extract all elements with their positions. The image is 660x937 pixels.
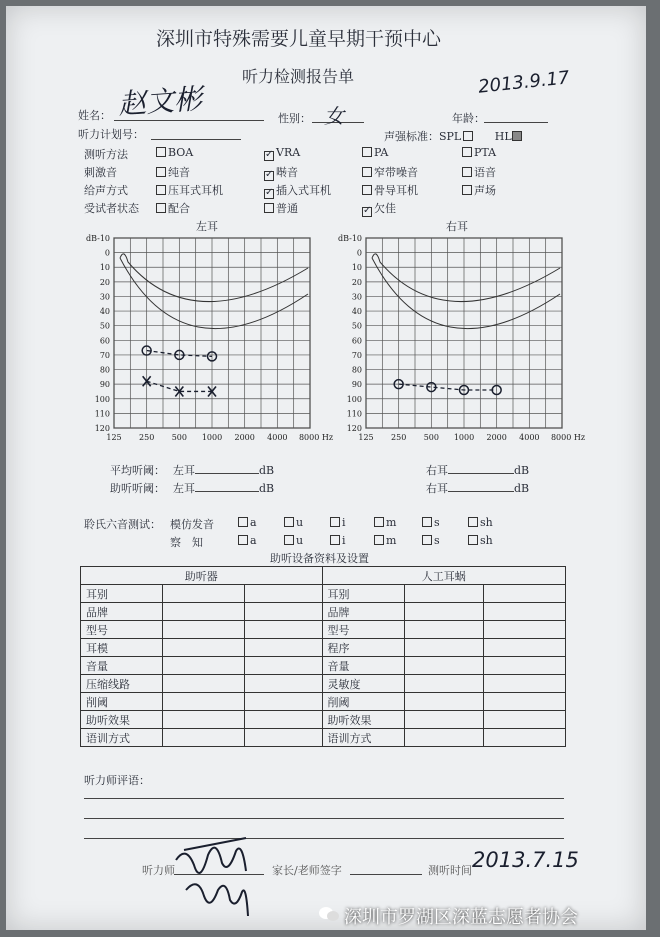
name-label: 姓名： xyxy=(78,109,111,122)
ling-sound-option[interactable] xyxy=(468,516,493,529)
option-label: 骨导耳机 xyxy=(374,184,418,197)
option-label: 纯音 xyxy=(168,166,190,179)
cochlear-implant-header: 人工耳蜗 xyxy=(322,567,565,585)
device-table-row xyxy=(81,711,566,729)
test-row-label: 受试者状态 xyxy=(84,202,139,215)
y-tick-label: 80 xyxy=(351,365,362,375)
device-field-value[interactable] xyxy=(484,729,566,747)
ling-checkbox[interactable] xyxy=(238,517,248,527)
x-tick-label: 1000 xyxy=(201,433,223,442)
option-label: 窄带噪音 xyxy=(374,166,418,179)
ling-checkbox[interactable] xyxy=(374,535,384,545)
speech-banana-lower xyxy=(372,258,560,329)
y-tick-label: 60 xyxy=(351,336,362,346)
device-field-label: 型号 xyxy=(322,621,404,639)
option-checkbox[interactable] xyxy=(264,203,274,213)
ling-checkbox[interactable] xyxy=(238,535,248,545)
device-field-value[interactable] xyxy=(163,693,244,711)
device-field-value[interactable] xyxy=(484,657,566,675)
device-field-label: 品牌 xyxy=(81,603,163,621)
device-field-value[interactable] xyxy=(404,585,484,603)
device-field-value[interactable] xyxy=(484,585,566,603)
test-option[interactable] xyxy=(362,164,418,180)
device-field-label: 削阈 xyxy=(81,693,163,711)
y-tick-label: 40 xyxy=(351,307,362,317)
option-checkbox[interactable] xyxy=(156,203,166,213)
option-checkbox[interactable] xyxy=(362,167,372,177)
option-checkbox[interactable] xyxy=(362,185,372,195)
ling-checkbox[interactable] xyxy=(374,517,384,527)
option-checkbox[interactable]: ✓ xyxy=(265,169,274,180)
test-option[interactable] xyxy=(156,182,223,198)
ling-sound-label: s xyxy=(434,516,440,529)
x-tick-label: 4000 xyxy=(267,433,288,442)
device-field-value[interactable] xyxy=(404,729,484,747)
avg-threshold-left: 平均听阈： 左耳 dB xyxy=(110,464,275,477)
ling-sound-option[interactable] xyxy=(284,534,303,547)
ling-row-imitate: 模仿发音 xyxy=(170,518,214,531)
y-tick-label: 120 xyxy=(94,424,110,433)
plan-label: 听力计划号： xyxy=(78,128,144,141)
device-table-row xyxy=(81,675,566,693)
option-checkbox[interactable] xyxy=(462,185,472,195)
option-checkbox[interactable]: ✓ xyxy=(265,187,274,198)
device-field-value[interactable] xyxy=(404,711,484,729)
device-field-value[interactable] xyxy=(163,675,244,693)
handwritten-date: 2013.9.17 xyxy=(477,67,571,98)
y-tick-label: 10 xyxy=(99,263,110,273)
speech-banana-upper xyxy=(372,254,560,302)
comment-line-3 xyxy=(84,838,564,839)
option-label: 啭音 xyxy=(276,166,298,179)
test-option[interactable] xyxy=(462,164,496,180)
age-underline xyxy=(484,122,548,123)
y-tick-label: 20 xyxy=(351,277,362,287)
x-tick-label: 250 xyxy=(139,433,155,442)
gender-label: 性别： xyxy=(278,112,311,125)
device-field-value[interactable] xyxy=(404,603,484,621)
y-tick-label: 50 xyxy=(99,321,110,331)
option-label: 语音 xyxy=(474,166,496,179)
left-ear-title: 左耳 xyxy=(196,220,218,233)
device-field-label: 灵敏度 xyxy=(322,675,404,693)
comment-line-2 xyxy=(84,818,564,819)
y-tick-label: 70 xyxy=(351,350,362,360)
y-tick-label: 60 xyxy=(99,336,110,346)
test-option[interactable] xyxy=(264,164,298,181)
option-label: 普通 xyxy=(276,202,298,215)
y-tick-label: 40 xyxy=(99,307,110,317)
device-table xyxy=(80,566,566,747)
device-field-value[interactable] xyxy=(244,675,322,693)
option-checkbox[interactable] xyxy=(156,167,166,177)
device-field-value[interactable] xyxy=(484,621,566,639)
device-field-value[interactable] xyxy=(163,603,244,621)
test-option[interactable] xyxy=(156,146,193,159)
device-table-row xyxy=(81,621,566,639)
hearing-aid-header: 助听器 xyxy=(81,567,323,585)
test-option[interactable] xyxy=(264,200,298,216)
option-label: 欠佳 xyxy=(374,202,396,215)
device-field-value[interactable] xyxy=(163,639,244,657)
y-tick-label: dB-10 xyxy=(337,234,362,243)
test-time-value: 2013.7.15 xyxy=(472,848,579,872)
option-checkbox[interactable] xyxy=(462,147,472,157)
option-label: 插入式耳机 xyxy=(276,184,331,197)
ling-row-detect: 察 知 xyxy=(170,536,203,549)
y-tick-label: 90 xyxy=(99,380,110,390)
comment-label: 听力师评语： xyxy=(84,774,150,787)
x-tick-label: 2000 xyxy=(486,433,507,442)
device-field-label: 助听效果 xyxy=(81,711,163,729)
speech-banana-upper xyxy=(120,254,308,302)
x-tick-label: 4000 xyxy=(519,433,540,442)
device-table-row xyxy=(81,729,566,747)
aided-threshold-right: 右耳 dB xyxy=(426,482,530,495)
device-field-value[interactable] xyxy=(404,675,484,693)
test-option[interactable] xyxy=(156,164,190,180)
wechat-icon xyxy=(318,905,340,927)
y-tick-label: 0 xyxy=(356,248,362,258)
ling-sound-label: u xyxy=(296,534,304,547)
y-tick-label: 110 xyxy=(94,409,110,419)
y-tick-label: 100 xyxy=(346,394,362,404)
y-tick-label: 110 xyxy=(346,409,362,419)
device-field-value[interactable] xyxy=(244,693,322,711)
device-field-label: 品牌 xyxy=(322,603,404,621)
plan-underline xyxy=(151,139,241,140)
device-field-label: 耳模 xyxy=(81,639,163,657)
x-tick-label: 250 xyxy=(391,433,407,442)
device-field-value[interactable] xyxy=(244,711,322,729)
y-tick-label: 0 xyxy=(104,248,110,258)
y-tick-label: 90 xyxy=(351,380,362,390)
ling-sound-label: i xyxy=(342,516,346,529)
device-field-label: 音量 xyxy=(322,657,404,675)
device-field-label: 削阈 xyxy=(322,693,404,711)
device-caption: 助听设备资料及设置 xyxy=(270,552,369,565)
parent-underline xyxy=(350,874,422,875)
ling-sound-option[interactable] xyxy=(238,516,257,529)
y-tick-label: dB-10 xyxy=(85,234,110,243)
device-table-row xyxy=(81,693,566,711)
ling-sound-label: sh xyxy=(480,516,493,529)
option-checkbox[interactable] xyxy=(156,147,166,157)
y-tick-label: 50 xyxy=(351,321,362,331)
ling-sound-label: u xyxy=(296,516,304,529)
ling-checkbox[interactable] xyxy=(284,535,294,545)
test-row-label: 测听方法 xyxy=(84,148,128,161)
option-checkbox[interactable]: ✓ xyxy=(363,205,372,216)
option-checkbox[interactable] xyxy=(362,147,372,157)
ling-label: 聆氏六音测试： xyxy=(84,518,161,531)
ling-checkbox[interactable] xyxy=(330,517,340,527)
ling-checkbox[interactable] xyxy=(422,517,432,527)
option-label: 配合 xyxy=(168,202,190,215)
y-tick-label: 120 xyxy=(346,424,362,433)
y-tick-label: 30 xyxy=(351,292,362,302)
device-field-value[interactable] xyxy=(404,693,484,711)
option-checkbox[interactable] xyxy=(462,167,472,177)
ling-checkbox[interactable] xyxy=(468,535,478,545)
ling-sound-option[interactable] xyxy=(422,516,440,529)
ling-sound-option[interactable] xyxy=(374,534,396,547)
x-tick-label: 125 xyxy=(106,433,122,442)
device-field-label: 耳别 xyxy=(322,585,404,603)
test-option[interactable] xyxy=(462,182,496,198)
device-field-value[interactable] xyxy=(163,621,244,639)
speech-banana-lower xyxy=(120,258,308,329)
device-field-label: 型号 xyxy=(81,621,163,639)
ling-sound-option[interactable] xyxy=(422,534,440,547)
device-field-label: 语训方式 xyxy=(81,729,163,747)
test-time-label: 测听时间 xyxy=(428,864,472,877)
ling-checkbox[interactable] xyxy=(422,535,432,545)
ling-checkbox[interactable] xyxy=(468,517,478,527)
device-field-value[interactable] xyxy=(244,621,322,639)
device-field-label: 助听效果 xyxy=(322,711,404,729)
ling-sound-label: s xyxy=(434,534,440,547)
device-field-value[interactable] xyxy=(484,639,566,657)
comment-line-1 xyxy=(84,798,564,799)
ling-sound-option[interactable] xyxy=(330,534,346,547)
option-checkbox[interactable] xyxy=(156,185,166,195)
standard-label: 声强标准：SPL HL xyxy=(384,128,524,144)
option-label: BOA xyxy=(168,146,194,159)
ling-sound-option[interactable] xyxy=(284,516,303,529)
y-tick-label: 10 xyxy=(351,263,362,273)
y-tick-label: 80 xyxy=(99,365,110,375)
device-table-row xyxy=(81,657,566,675)
x-tick-label: 8000 Hz xyxy=(550,433,586,442)
x-tick-label: 1000 xyxy=(453,433,475,442)
ling-checkbox[interactable] xyxy=(284,517,294,527)
test-option[interactable] xyxy=(264,182,331,199)
device-field-label: 音量 xyxy=(81,657,163,675)
test-row-label: 给声方式 xyxy=(84,184,128,197)
y-tick-label: 20 xyxy=(99,277,110,287)
device-table-row xyxy=(81,585,566,603)
test-option[interactable] xyxy=(362,146,388,159)
audiologist-label: 听力师 xyxy=(142,864,175,877)
parent-sign-label: 家长/老师签字 xyxy=(272,864,342,877)
ling-sound-option[interactable] xyxy=(330,516,346,529)
ling-sound-label: a xyxy=(250,516,257,529)
device-field-value[interactable] xyxy=(163,729,244,747)
ling-sound-label: m xyxy=(386,534,397,547)
device-field-value[interactable] xyxy=(404,657,484,675)
ling-sound-label: i xyxy=(342,534,346,547)
ling-sound-label: m xyxy=(386,516,397,529)
test-option[interactable] xyxy=(156,200,190,216)
device-field-value[interactable] xyxy=(484,693,566,711)
test-option[interactable] xyxy=(362,200,396,217)
y-tick-label: 30 xyxy=(99,292,110,302)
device-field-value[interactable] xyxy=(163,585,244,603)
x-tick-label: 8000 Hz xyxy=(298,433,334,442)
ling-sound-label: a xyxy=(250,534,257,547)
option-label: PA xyxy=(374,146,389,159)
device-field-label: 耳别 xyxy=(81,585,163,603)
report-title: 听力检测报告单 xyxy=(242,67,355,86)
audiologist-signature xyxy=(166,830,276,922)
device-field-value[interactable] xyxy=(404,639,484,657)
option-label: VRA xyxy=(276,146,301,159)
x-tick-label: 125 xyxy=(358,433,374,442)
device-field-value[interactable] xyxy=(484,675,566,693)
org-title: 深圳市特殊需要儿童早期干预中心 xyxy=(156,28,442,50)
device-table-row xyxy=(81,603,566,621)
option-label: 声场 xyxy=(474,184,496,197)
option-label: PTA xyxy=(474,146,497,159)
device-field-value[interactable] xyxy=(244,639,322,657)
device-field-value[interactable] xyxy=(244,657,322,675)
ling-sound-option[interactable] xyxy=(374,516,396,529)
device-field-value[interactable] xyxy=(484,711,566,729)
device-field-value[interactable] xyxy=(244,729,322,747)
device-table-header xyxy=(81,567,566,585)
age-label: 年龄： xyxy=(452,112,485,125)
device-field-value[interactable] xyxy=(244,585,322,603)
device-field-label: 程序 xyxy=(322,639,404,657)
x-tick-label: 2000 xyxy=(234,433,255,442)
device-field-label: 压缩线路 xyxy=(81,675,163,693)
test-option[interactable] xyxy=(462,146,496,159)
device-field-value[interactable] xyxy=(484,603,566,621)
ling-checkbox[interactable] xyxy=(330,535,340,545)
device-field-value[interactable] xyxy=(163,657,244,675)
ling-sound-option[interactable] xyxy=(238,534,257,547)
option-checkbox[interactable]: ✓ xyxy=(265,149,274,160)
right-ear-title: 右耳 xyxy=(446,220,468,233)
ling-sound-label: sh xyxy=(480,534,493,547)
device-table-row xyxy=(81,639,566,657)
device-field-label: 语训方式 xyxy=(322,729,404,747)
y-tick-label: 100 xyxy=(94,394,110,404)
x-tick-label: 500 xyxy=(423,433,439,442)
device-field-value[interactable] xyxy=(244,603,322,621)
avg-threshold-right: 右耳 dB xyxy=(426,464,530,477)
ling-sound-option[interactable] xyxy=(468,534,493,547)
y-tick-label: 70 xyxy=(99,350,110,360)
report-paper xyxy=(6,6,646,930)
name-value: 赵文彬 xyxy=(117,82,204,121)
device-field-value[interactable] xyxy=(163,711,244,729)
right-ear-audiogram xyxy=(328,228,588,443)
gender-value: 女 xyxy=(324,104,344,128)
watermark-text: 深圳市罗湖区深蓝志愿者协会 xyxy=(344,907,578,928)
aided-threshold-left: 助听听阈： 左耳 dB xyxy=(110,482,275,495)
x-tick-label: 500 xyxy=(171,433,187,442)
option-label: 压耳式耳机 xyxy=(168,184,223,197)
test-option[interactable] xyxy=(362,182,418,198)
device-field-value[interactable] xyxy=(404,621,484,639)
test-row-label: 刺激音 xyxy=(84,166,117,179)
test-option[interactable] xyxy=(264,146,300,161)
left-ear-audiogram xyxy=(76,228,336,443)
